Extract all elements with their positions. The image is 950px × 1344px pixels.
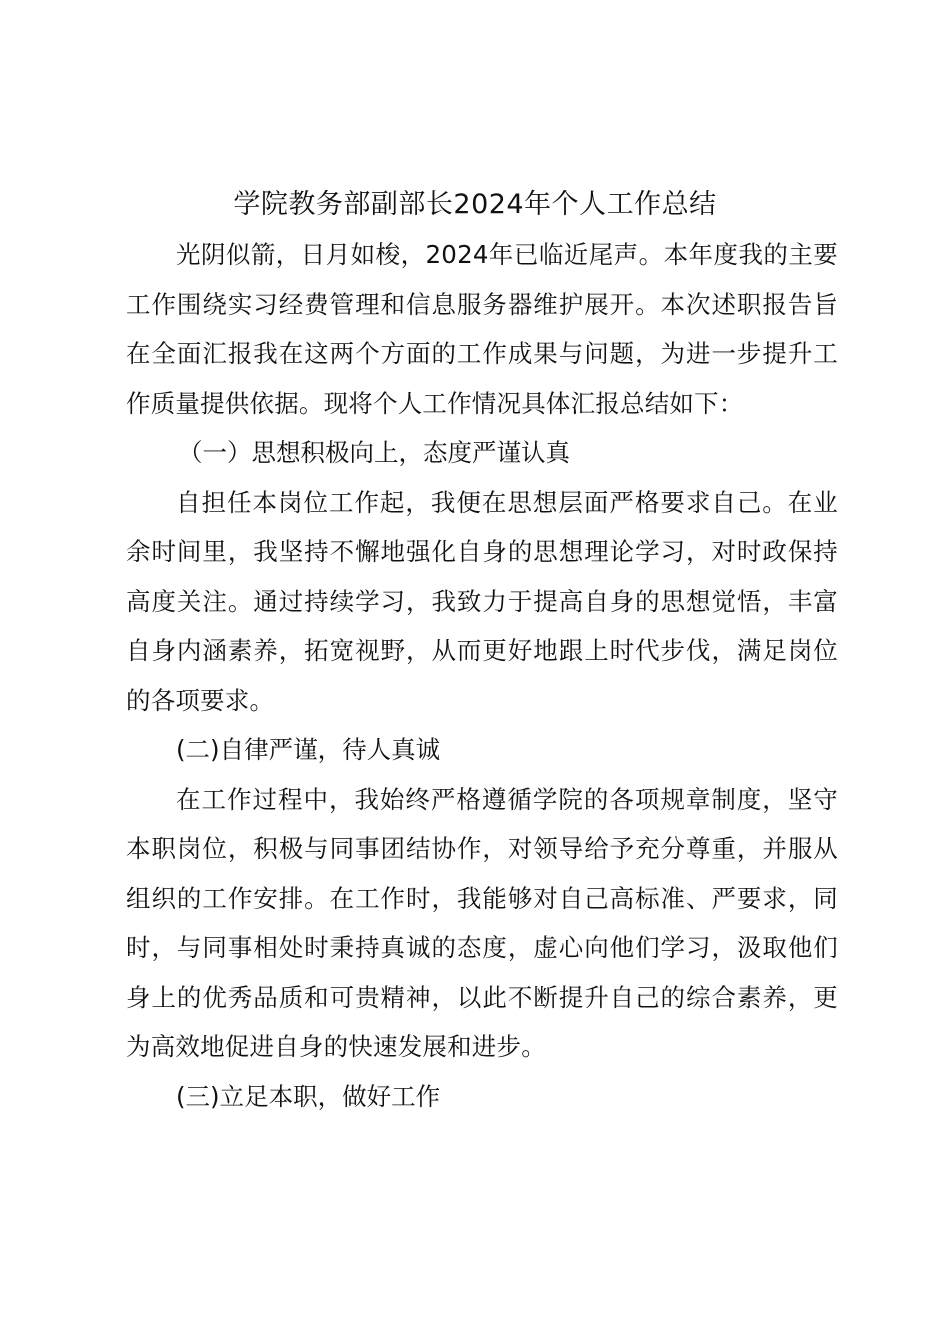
section-body-2: 在工作过程中，我始终严格遵循学院的各项规章制度，坚守本职岗位，积极与同事团结协作，对领导给予充分尊重，并服从组织的工作安排。在工作时，我能够对自己高标准、严要求，同时，与同事相处时秉持真诚的态度，虚心向他们学习，汲取他们身上的优秀品质和可贵精神，以此不断提升自己的综合素养，更为高效地促进自身的快速发展和进步。 [126, 784, 838, 1061]
section-heading-1: （一）思想积极向上，态度严谨认真 [178, 438, 570, 467]
section-heading-3: (三)立足本职，做好工作 [176, 1081, 441, 1111]
section-body-1: 自担任本岗位工作起，我便在思想层面严格要求自己。在业余时间里，我坚持不懈地强化自身的思想理论学习，对时政保持高度关注。通过持续学习，我致力于提高自身的思想觉悟，丰富自身内涵素养，拓宽视野，从而更好地跟上时代步伐，满足岗位的各项要求。 [126, 487, 838, 715]
intro-paragraph: 光阴似箭，日月如梭，2024年已临近尾声。本年度我的主要工作围绕实习经费管理和信息服务器维护展开。本次述职报告旨在全面汇报我在这两个方面的工作成果与问题，为进一步提升工作质量提供依据。现将个人工作情况具体汇报总结如下： [126, 240, 838, 418]
document-title: 学院教务部副部长2024年个人工作总结 [233, 189, 717, 220]
section-heading-2: (二)自律严谨，待人真诚 [176, 735, 441, 764]
document-body [126, 230, 838, 1121]
